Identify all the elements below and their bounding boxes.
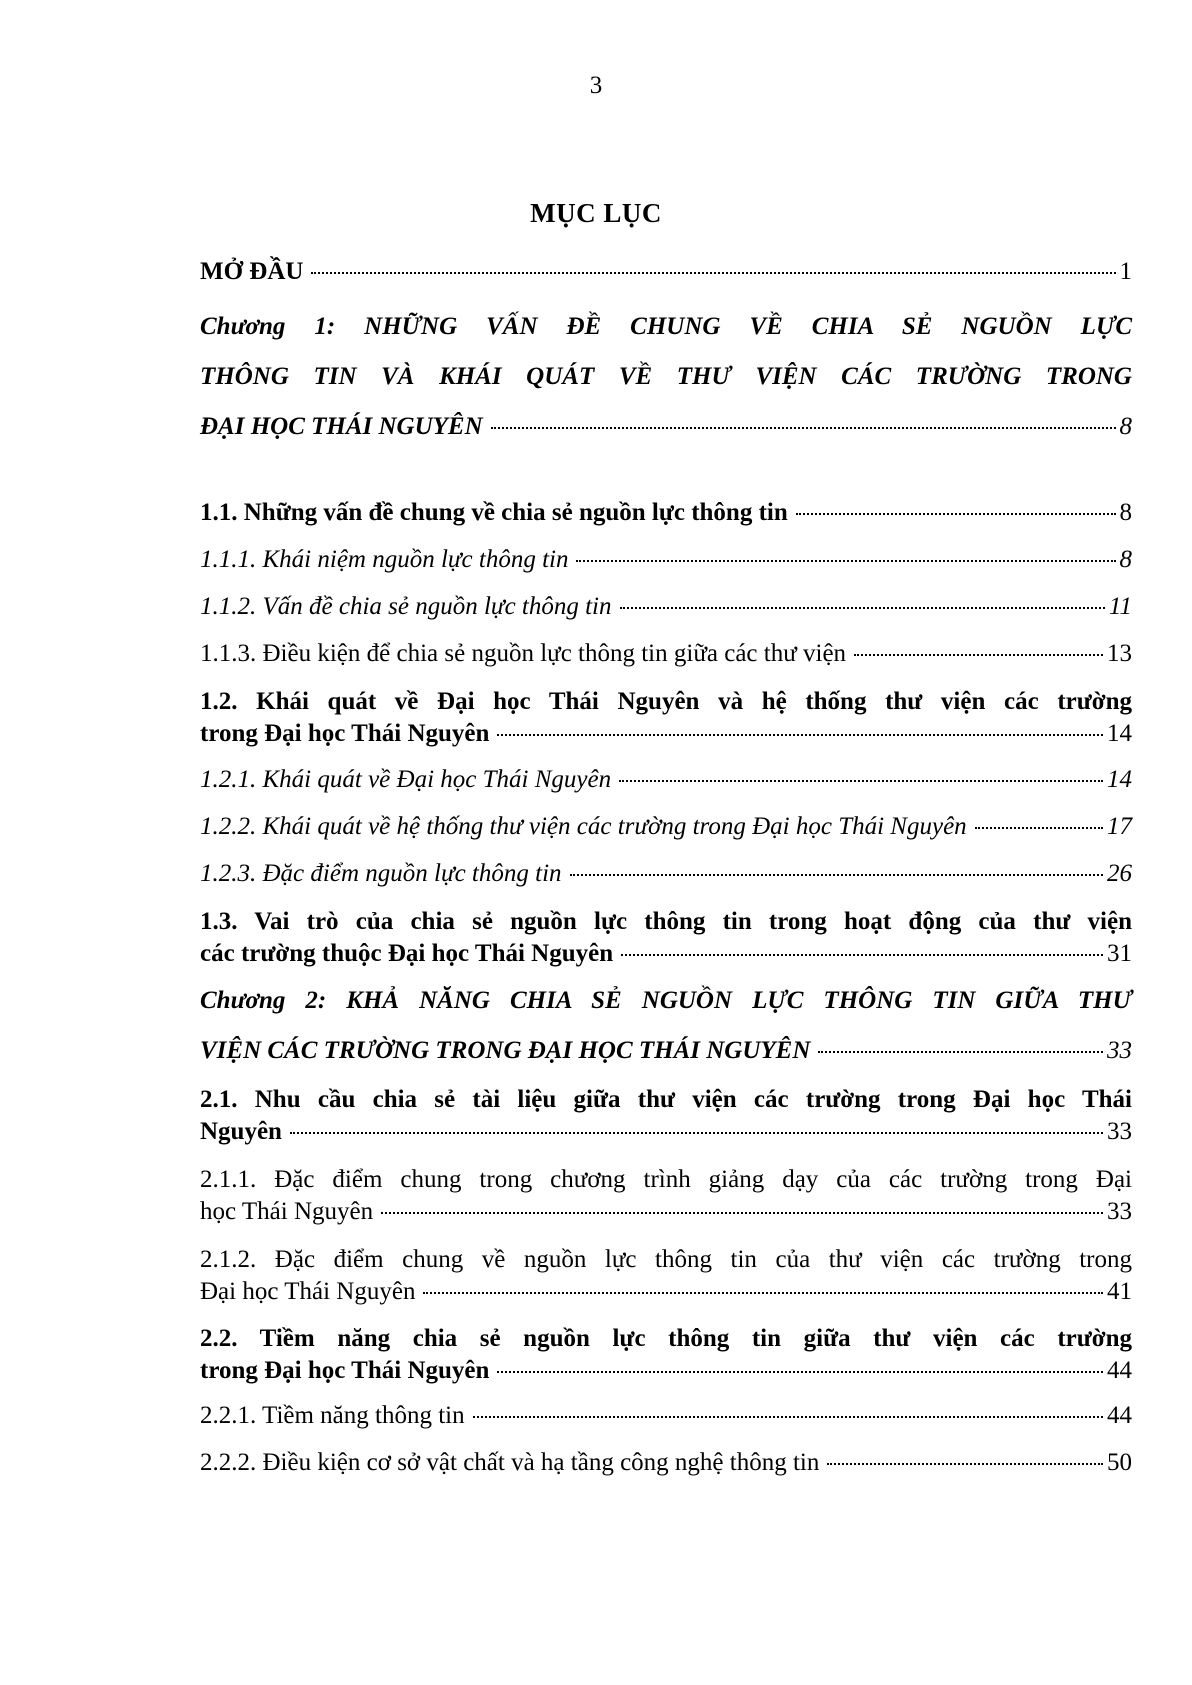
toc-entry-1-1-3[interactable] xyxy=(200,638,1132,670)
toc-title: MỤC LỤC xyxy=(530,198,662,228)
toc-entry-1-1-2[interactable] xyxy=(200,591,1132,623)
dot-leader xyxy=(473,1416,1103,1418)
toc-entry-2-1-1[interactable] xyxy=(200,1164,1132,1228)
dot-leader xyxy=(570,874,1103,876)
toc-entry-1-2[interactable] xyxy=(200,686,1132,750)
toc-entry-1-3[interactable] xyxy=(200,906,1132,970)
dot-leader xyxy=(818,1051,1103,1053)
toc-entry-line: 2.1.2. Đặc điểm chung về nguồn lực thông tin của thư viện các trường trong xyxy=(200,1246,1132,1273)
toc-entry-label: VIỆN CÁC TRƯỜNG TRONG ĐẠI HỌC THÁI NGUYÊN xyxy=(200,1037,811,1064)
toc-entry-page: 41 xyxy=(1107,1278,1132,1305)
toc-entry-label: ĐẠI HỌC THÁI NGUYÊN xyxy=(200,413,483,440)
toc-entry-1-2-2[interactable] xyxy=(200,811,1132,843)
dot-leader xyxy=(796,513,1116,515)
toc-entry-1-1[interactable] xyxy=(200,497,1132,529)
toc-entry-page: 8 xyxy=(1119,413,1132,440)
toc-entry-label: 1.1.2. Vấn đề chia sẻ nguồn lực thông tin xyxy=(200,593,612,620)
toc-entry-2-1[interactable] xyxy=(200,1084,1132,1148)
toc-entry-page: 11 xyxy=(1108,593,1132,620)
toc-entry-mo-dau[interactable] xyxy=(200,256,1132,288)
dot-leader xyxy=(423,1292,1103,1294)
toc-entry-label: các trường thuộc Đại học Thái Nguyên xyxy=(200,940,614,967)
dot-leader xyxy=(621,954,1103,956)
toc-entry-label: 1.2.3. Đặc điểm nguồn lực thông tin xyxy=(200,860,562,887)
dot-leader xyxy=(497,734,1103,736)
toc-entry-page: 13 xyxy=(1107,640,1132,667)
toc-entry-page: 17 xyxy=(1107,813,1132,840)
toc-entry-chapter-1[interactable] xyxy=(200,302,1132,452)
toc-entry-page: 14 xyxy=(1107,720,1132,747)
toc-entry-2-2-2[interactable] xyxy=(200,1447,1132,1479)
dot-leader xyxy=(975,827,1103,829)
toc-entry-page: 14 xyxy=(1107,766,1132,793)
page-number: 3 xyxy=(589,72,603,99)
toc-entry-label: 1.1. Những vấn đề chung về chia sẻ nguồn lực thông tin xyxy=(200,499,788,526)
toc-entry-page: 33 xyxy=(1107,1037,1132,1064)
toc-entry-1-1-1[interactable] xyxy=(200,544,1132,576)
toc-entry-line: THÔNG TIN VÀ KHÁI QUÁT VỀ THƯ VIỆN CÁC TRƯỜNG TRONG xyxy=(200,363,1132,390)
dot-leader xyxy=(576,560,1115,562)
toc-entry-label: 2.2.1. Tiềm năng thông tin xyxy=(200,1402,465,1429)
toc-entry-2-2[interactable] xyxy=(200,1323,1132,1387)
dot-leader xyxy=(854,654,1103,656)
toc-entry-line: 2.1.1. Đặc điểm chung trong chương trình giảng dạy của các trường trong Đại xyxy=(200,1166,1132,1193)
toc-entry-page: 44 xyxy=(1107,1357,1132,1384)
dot-leader xyxy=(497,1371,1103,1373)
toc-entry-label: trong Đại học Thái Nguyên xyxy=(200,1357,490,1384)
toc-entry-page: 50 xyxy=(1107,1449,1132,1476)
toc-entry-label: 1.1.1. Khái niệm nguồn lực thông tin xyxy=(200,546,569,573)
dot-leader xyxy=(290,1132,1103,1134)
toc-entry-label: 1.1.3. Điều kiện để chia sẻ nguồn lực thông tin giữa các thư viện xyxy=(200,640,847,667)
toc-entry-chapter-2[interactable] xyxy=(200,976,1132,1076)
toc-entry-1-2-1[interactable] xyxy=(200,764,1132,796)
toc-entry-label: Nguyên xyxy=(200,1118,282,1145)
toc-entry-label: MỞ ĐẦU xyxy=(200,258,304,285)
toc-entry-label: trong Đại học Thái Nguyên xyxy=(200,720,490,747)
toc-entry-page: 26 xyxy=(1107,860,1132,887)
toc-entry-label: Đại học Thái Nguyên xyxy=(200,1278,416,1305)
toc-entry-label: 1.2.1. Khái quát về Đại học Thái Nguyên xyxy=(200,766,612,793)
toc-entry-line: Chương 1: NHỮNG VẤN ĐỀ CHUNG VỀ CHIA SẺ NGUỒN LỰC xyxy=(200,313,1132,340)
dot-leader xyxy=(619,780,1103,782)
toc-entry-label: học Thái Nguyên xyxy=(200,1198,374,1225)
toc-entry-line: Chương 2: KHẢ NĂNG CHIA SẺ NGUỒN LỰC THÔNG TIN GIỮA THƯ xyxy=(200,987,1132,1014)
toc-entry-line: 1.2. Khái quát về Đại học Thái Nguyên và hệ thống thư viện các trường xyxy=(200,688,1132,715)
dot-leader xyxy=(381,1212,1103,1214)
toc-entry-page: 1 xyxy=(1119,258,1132,285)
toc-entry-label: 1.2.2. Khái quát về hệ thống thư viện các trường trong Đại học Thái Nguyên xyxy=(200,813,967,840)
toc-entry-line: 2.1. Nhu cầu chia sẻ tài liệu giữa thư viện các trường trong Đại học Thái xyxy=(200,1086,1132,1113)
toc-entry-page: 8 xyxy=(1119,499,1132,526)
toc-entry-page: 8 xyxy=(1119,546,1132,573)
toc-entry-page: 31 xyxy=(1107,940,1132,967)
dot-leader xyxy=(827,1463,1103,1465)
toc-entry-page: 33 xyxy=(1107,1118,1132,1145)
toc-entry-1-2-3[interactable] xyxy=(200,858,1132,890)
toc-entry-label: 2.2.2. Điều kiện cơ sở vật chất và hạ tầng công nghệ thông tin xyxy=(200,1449,820,1476)
toc-entry-line: 1.3. Vai trò của chia sẻ nguồn lực thông tin trong hoạt động của thư viện xyxy=(200,908,1132,935)
toc-entry-page: 44 xyxy=(1107,1402,1132,1429)
dot-leader xyxy=(311,272,1115,274)
dot-leader xyxy=(491,427,1116,429)
toc-entry-2-2-1[interactable] xyxy=(200,1400,1132,1432)
toc-entry-line: 2.2. Tiềm năng chia sẻ nguồn lực thông tin giữa thư viện các trường xyxy=(200,1325,1132,1352)
toc-entry-page: 33 xyxy=(1107,1198,1132,1225)
toc-entry-2-1-2[interactable] xyxy=(200,1244,1132,1308)
dot-leader xyxy=(620,607,1105,609)
